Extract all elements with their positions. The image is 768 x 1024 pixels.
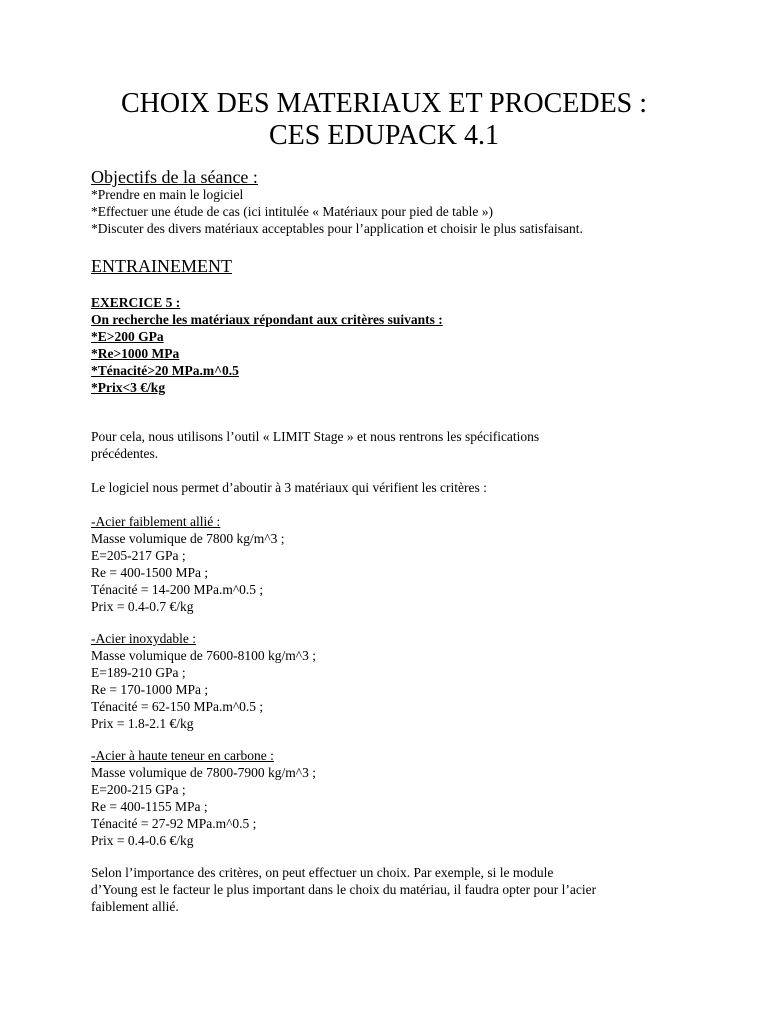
material-property: Masse volumique de 7800-7900 kg/m^3 ; bbox=[91, 765, 316, 780]
criterion-item: *Prix<3 €/kg bbox=[91, 380, 166, 395]
exercise-block bbox=[91, 294, 691, 396]
objectives-heading: Objectifs de la séance : bbox=[91, 167, 258, 187]
conclusion-paragraph bbox=[91, 864, 691, 915]
result-paragraph bbox=[91, 479, 691, 496]
paragraph-line: faiblement allié. bbox=[91, 899, 179, 914]
material-property: Masse volumique de 7800 kg/m^3 ; bbox=[91, 531, 285, 546]
criterion-item: *Re>1000 MPa bbox=[91, 346, 180, 361]
exercise-heading: EXERCICE 5 : bbox=[91, 295, 181, 310]
page-title bbox=[0, 88, 768, 152]
objective-item: *Discuter des divers matériaux acceptables pour l’application et choisir le plus satisfaisant. bbox=[91, 221, 583, 236]
material-property: Masse volumique de 7600-8100 kg/m^3 ; bbox=[91, 648, 316, 663]
criterion-item: *E>200 GPa bbox=[91, 329, 164, 344]
material-property: E=189-210 GPa ; bbox=[91, 665, 186, 680]
material-property: Prix = 0.4-0.6 €/kg bbox=[91, 833, 194, 848]
material-block bbox=[91, 630, 691, 732]
material-property: Prix = 0.4-0.7 €/kg bbox=[91, 599, 194, 614]
paragraph-line: d’Young est le facteur le plus important dans le choix du matériau, il faudra opter pour l’acier bbox=[91, 882, 597, 897]
title-line-2: CES EDUPACK 4.1 bbox=[268, 120, 499, 151]
paragraph-line: Pour cela, nous utilisons l’outil « LIMIT Stage » et nous rentrons les spécifications bbox=[91, 429, 540, 444]
material-property: Re = 170-1000 MPa ; bbox=[91, 682, 209, 697]
material-block bbox=[91, 747, 691, 849]
material-property: E=205-217 GPa ; bbox=[91, 548, 186, 563]
method-paragraph bbox=[91, 428, 691, 462]
objective-item: *Prendre en main le logiciel bbox=[91, 187, 244, 202]
material-property: E=200-215 GPa ; bbox=[91, 782, 186, 797]
material-name: -Acier à haute teneur en carbone : bbox=[91, 748, 274, 763]
material-property: Prix = 1.8-2.1 €/kg bbox=[91, 716, 194, 731]
material-name: -Acier inoxydable : bbox=[91, 631, 196, 646]
criterion-item: *Ténacité>20 MPa.m^0.5 bbox=[91, 363, 239, 378]
exercise-intro: On recherche les matériaux répondant aux critères suivants : bbox=[91, 312, 443, 327]
material-property: Ténacité = 27-92 MPa.m^0.5 ; bbox=[91, 816, 257, 831]
paragraph-line: Le logiciel nous permet d’aboutir à 3 matériaux qui vérifient les critères : bbox=[91, 480, 487, 495]
title-line-1: CHOIX DES MATERIAUX ET PROCEDES : bbox=[120, 88, 648, 119]
material-property: Ténacité = 14-200 MPa.m^0.5 ; bbox=[91, 582, 264, 597]
material-block bbox=[91, 513, 691, 615]
objectives-list bbox=[91, 186, 691, 237]
material-property: Ténacité = 62-150 MPa.m^0.5 ; bbox=[91, 699, 264, 714]
paragraph-line: précédentes. bbox=[91, 446, 159, 461]
material-name: -Acier faiblement allié : bbox=[91, 514, 221, 529]
paragraph-line: Selon l’importance des critères, on peut effectuer un choix. Par exemple, si le module bbox=[91, 865, 554, 880]
objective-item: *Effectuer une étude de cas (ici intitulée « Matériaux pour pied de table ») bbox=[91, 204, 493, 219]
training-heading: ENTRAINEMENT bbox=[91, 256, 232, 276]
material-property: Re = 400-1155 MPa ; bbox=[91, 799, 208, 814]
material-property: Re = 400-1500 MPa ; bbox=[91, 565, 209, 580]
